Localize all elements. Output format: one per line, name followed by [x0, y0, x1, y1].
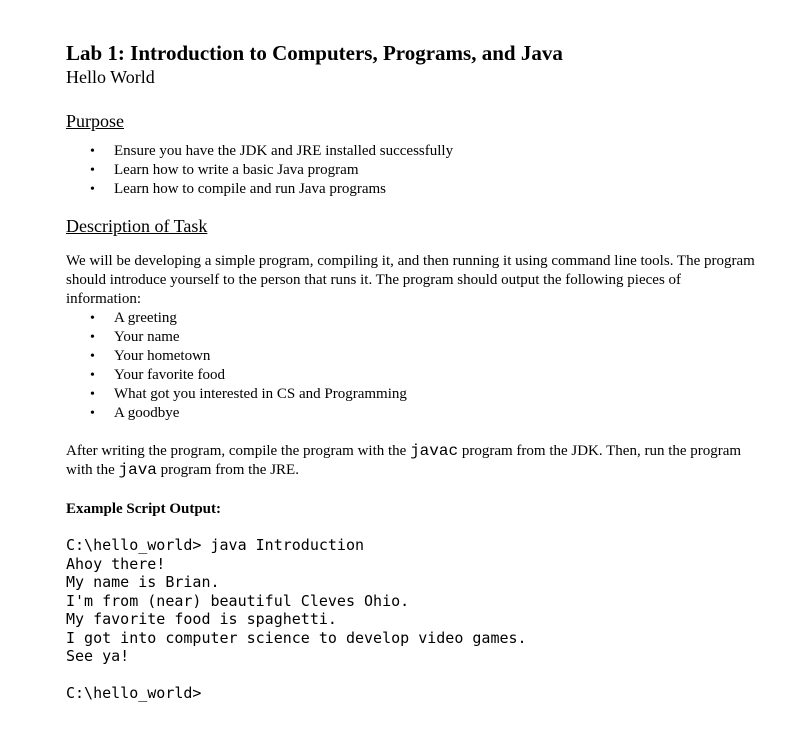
task-item: • A goodbye [114, 404, 756, 423]
task-item: • Your name [114, 328, 756, 347]
task-heading: Description of Task [66, 216, 208, 236]
example-output-code-block [66, 536, 756, 703]
code-line: My name is Brian. [66, 573, 220, 591]
task-item: • A greeting [114, 309, 756, 328]
page-subtitle: Hello World [66, 67, 155, 87]
code-line: Ahoy there! [66, 554, 166, 573]
code-line: C:\hello_world> java Introduction [66, 536, 365, 554]
task-item: • What got you interested in CS and Programming [114, 385, 756, 404]
example-output-label: Example Script Output: [66, 501, 222, 517]
purpose-item: • Learn how to write a basic Java program [114, 161, 756, 180]
instructions-text: program from the JDK. Then, run the program with the [66, 443, 742, 478]
purpose-heading: Purpose [66, 111, 124, 131]
task-item: • Your hometown [114, 347, 756, 366]
javac-command: javac [410, 442, 459, 460]
task-intro-paragraph: We will be developing a simple program, compiling it, and then running it using command line tools. The program should introduce yourself to the person that runs it. The program should output the following pieces of information: [66, 253, 755, 307]
code-line: See ya! [66, 647, 130, 665]
purpose-item: • Learn how to compile and run Java programs [114, 180, 756, 199]
code-line: I got into computer science to develop video games. [66, 628, 527, 647]
page-title: Lab 1: Introduction to Computers, Programs, and Java [66, 41, 563, 65]
java-command: java [118, 461, 157, 479]
code-line: I'm from (near) beautiful Cleves Ohio. [66, 591, 410, 610]
instructions-text: After writing the program, compile the program with the [66, 443, 411, 459]
purpose-list [66, 142, 756, 199]
purpose-item: • Ensure you have the JDK and JRE installed successfully [114, 142, 756, 161]
document [66, 40, 756, 703]
instructions-text: program from the JRE. [156, 462, 299, 478]
compile-instructions-paragraph [66, 442, 756, 480]
task-list [66, 309, 756, 423]
code-line: My favorite food is spaghetti. [66, 610, 337, 628]
task-item: • Your favorite food [114, 366, 756, 385]
code-final-prompt: C:\hello_world> [66, 684, 202, 702]
